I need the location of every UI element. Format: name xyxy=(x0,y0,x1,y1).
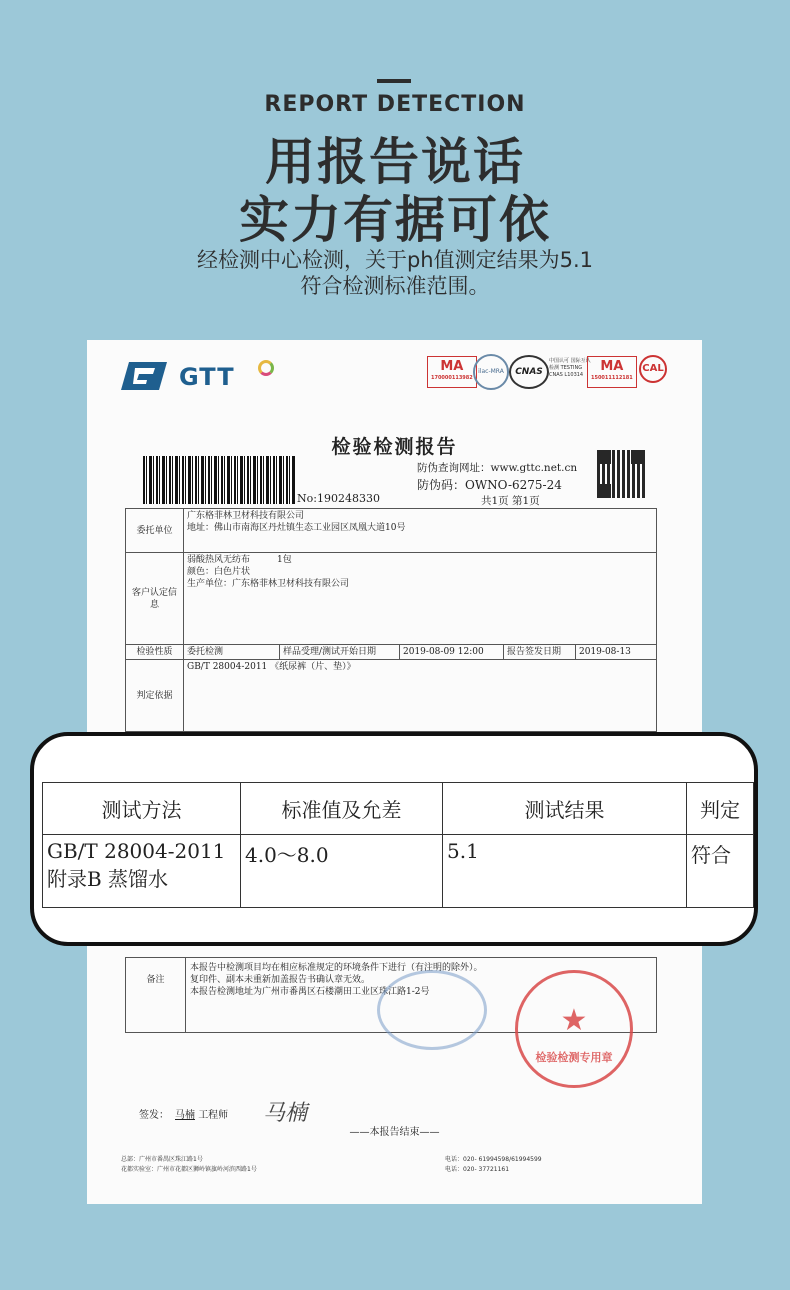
client-cell xyxy=(184,509,657,553)
nature-label: 检验性质 xyxy=(126,645,184,660)
remark-line-2: 复印件、副本未重新加盖报告书确认章无效。 xyxy=(190,975,371,985)
basis-value: GB/T 28004-2011 《纸尿裤（片、垫）》 xyxy=(184,660,657,732)
report-number: No:190248330 xyxy=(297,492,380,505)
headline-2: 实力有据可依 xyxy=(239,191,551,249)
foot-hq: 总部：广州市番禺区珠江路1号 xyxy=(121,1156,203,1163)
result-standard: 4.0～8.0 xyxy=(241,835,443,908)
sample-maker: 生产单位：广东格菲林卫材科技有限公司 xyxy=(187,579,350,589)
page-number: 共1页 第1页 xyxy=(481,495,540,507)
sign-title: 工程师 xyxy=(198,1110,229,1121)
start-label: 样品受理/测试开始日期 xyxy=(280,645,400,660)
report-title: 检验检测报告 xyxy=(331,436,458,458)
result-row xyxy=(43,835,754,908)
sign-name: 马楠 xyxy=(175,1110,195,1121)
client-address: 地址：佛山市南海区丹灶镇生态工业园区凤凰大道10号 xyxy=(187,523,406,533)
cnas-badge: CNAS xyxy=(509,355,549,389)
nature-table xyxy=(125,644,657,660)
barcode-icon xyxy=(143,456,295,504)
basis-label: 判定依据 xyxy=(126,660,184,732)
remark-line-3: 本报告检测地址为广州市番禺区石楼潮田工业区珠江路1-2号 xyxy=(190,987,430,997)
sign-label: 签发： xyxy=(139,1110,169,1121)
basis-table xyxy=(125,659,657,732)
result-magnifier xyxy=(30,732,758,946)
cma-badge-2: MA 150011112181 xyxy=(587,356,637,388)
blue-seal xyxy=(377,970,487,1050)
header-verdict: 判定 xyxy=(687,783,754,835)
verify-code: 防伪码：OWNO-6275-24 xyxy=(417,478,562,492)
brand-dot-icon xyxy=(258,360,274,376)
footer-right xyxy=(445,1155,542,1175)
client-table xyxy=(125,508,657,645)
result-table xyxy=(42,782,754,908)
result-verdict: 符合 xyxy=(687,835,754,908)
cnas-text: 中国认可 国际互认 检测 TESTING CNAS L10314 xyxy=(549,358,591,378)
issue-label: 报告签发日期 xyxy=(504,645,576,660)
report-end: ——本报告结束—— xyxy=(349,1127,440,1138)
sign-line xyxy=(139,1106,228,1121)
issue-value: 2019-08-13 xyxy=(576,645,657,660)
result-header-row xyxy=(43,783,754,835)
header-method: 测试方法 xyxy=(43,783,241,835)
header-standard: 标准值及允差 xyxy=(241,783,443,835)
ilac-badge: ilac-MRA xyxy=(473,354,509,390)
footer-left xyxy=(121,1155,257,1175)
subtitle-2: 符合检测标准范围。 xyxy=(300,274,490,298)
result-value: 5.1 xyxy=(443,835,687,908)
foot-tel-2: 电话：020- 37721161 xyxy=(445,1166,510,1173)
eyebrow: REPORT DETECTION xyxy=(264,92,526,117)
foot-lab: 花都实验室：广州市花都区狮岭镇旗岭河滨西路1号 xyxy=(121,1166,257,1173)
cal-badge: CAL xyxy=(639,355,667,383)
remark-label: 备注 xyxy=(126,958,186,1032)
header-result: 测试结果 xyxy=(443,783,687,835)
gtt-logo-icon xyxy=(121,362,167,390)
headline-1: 用报告说话 xyxy=(265,133,525,191)
start-value: 2019-08-09 12:00 xyxy=(400,645,504,660)
sample-label: 客户认定信息 xyxy=(126,553,184,645)
brand-name: GTT xyxy=(179,363,235,391)
sample-name: 弱酸热风无纺布 1包 xyxy=(187,555,292,565)
subtitle-1: 经检测中心检测，关于ph值测定结果为5.1 xyxy=(196,248,594,272)
seal-star-icon: ★ xyxy=(560,1003,588,1038)
result-method: GB/T 28004-2011 附录B 蒸馏水 xyxy=(43,835,241,908)
remark-line-1: 本报告中检测项目均在相应标准规定的环境条件下进行（有注明的除外）。 xyxy=(190,963,483,973)
seal-text: 检验检测专用章 xyxy=(535,1051,613,1064)
client-label: 委托单位 xyxy=(126,509,184,553)
handwritten-signature: 马楠 xyxy=(263,1101,308,1126)
verify-site: 防伪查询网址：www.gttc.net.cn xyxy=(417,462,578,474)
sample-cell xyxy=(184,553,657,645)
qr-code-icon xyxy=(597,450,645,498)
foot-tel-1: 电话：020- 61994598/61994599 xyxy=(445,1156,542,1163)
nature-value: 委托检测 xyxy=(184,645,280,660)
cma-badge-1: MA 170000113982 xyxy=(427,356,477,388)
decor-bar xyxy=(377,79,411,83)
client-name: 广东格菲林卫材科技有限公司 xyxy=(187,511,305,521)
sample-color: 颜色：白色片状 xyxy=(187,567,251,577)
red-seal xyxy=(515,970,633,1088)
